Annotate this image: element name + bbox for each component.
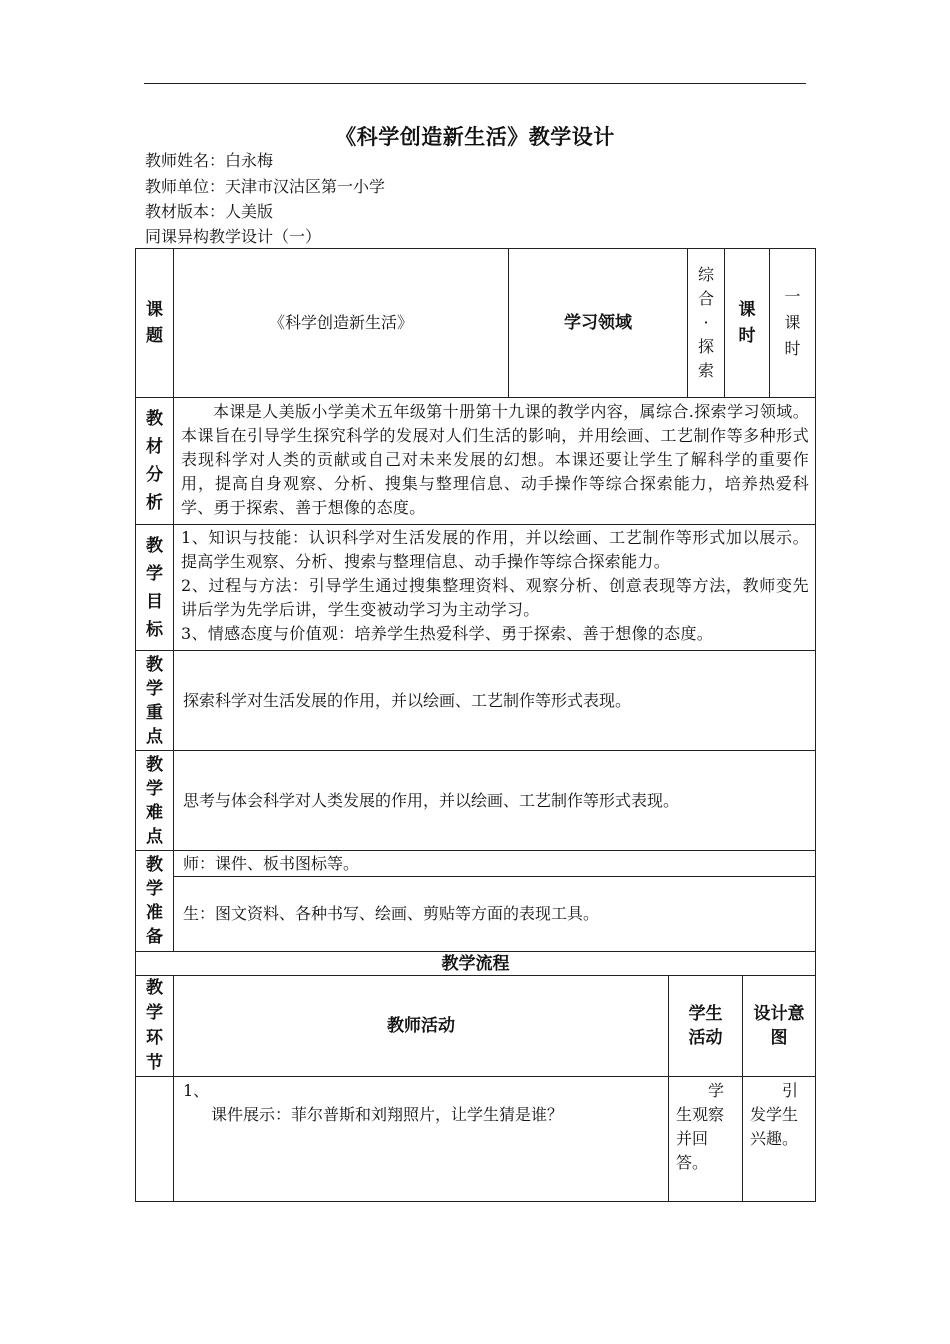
row1-student-activity: 学生观察并回答。 (676, 1081, 725, 1172)
goal-3: 3、情感态度与价值观：培养学生热爱科学、勇于探索、善于想像的态度。 (181, 624, 714, 643)
goal-1: 1、知识与技能：认识科学对生活发展的作用，并以绘画、工艺制作等形式加以展示。提高学生观察、分析、搜索与整理信息、动手操作等综合探索能力。 (181, 528, 809, 571)
prep-teacher: 师：课件、板书图标等。 (183, 853, 360, 873)
key-label: 教学重点 (146, 654, 163, 747)
prep-student: 生：图文资料、各种书写、绘画、剪贴等方面的表现工具。 (183, 904, 600, 923)
document-title: 《科学创造新生活》教学设计 (335, 124, 615, 149)
goal-2: 2、过程与方法：引导学生通过搜集整理资料、观察分析、创意表现等方法，教师变先讲后学为先学后讲，学生变被动学习为主动学习。 (181, 576, 809, 619)
teacher-unit: 教师单位：天津市汉沽区第一小学 (145, 177, 386, 196)
design-series: 同课异构教学设计（一） (145, 227, 322, 246)
header-rule (144, 83, 806, 84)
col-stage: 教学环节 (146, 978, 163, 1073)
flow-title: 教学流程 (441, 953, 510, 974)
analysis-text: 本课是人美版小学美术五年级第十册第十九课的教学内容，属综合.探索学习领域。本课旨在引导学生探究科学的发展对人们生活的影响，并用绘画、工艺制作等多种形式表现科学对人类的贡献或自己对未来发展的幻想。本课还要让学生了解科学的重要作用，提高自身观察、分析、搜集与整理信息、动手操作等综合探索能力，培养热爱科学、勇于探索、善于想像的态度。 (181, 402, 809, 517)
analysis-label: 教材分析 (146, 409, 163, 513)
key-text: 探索科学对生活发展的作用，并以绘画、工艺制作等形式表现。 (183, 690, 632, 710)
domain-value: 综合·探索 (697, 265, 714, 380)
goals-text (181, 526, 809, 650)
col-intent: 设计意图 (753, 1004, 805, 1048)
domain-label: 学习领域 (564, 313, 632, 333)
hours-value: 一课时 (784, 287, 801, 358)
topic-label: 课题 (146, 300, 163, 346)
row1-number: 1、 (183, 1081, 210, 1100)
row1-teacher-activity (183, 1079, 663, 1199)
col-teacher: 教师活动 (387, 1016, 455, 1036)
prep-label: 教学准备 (146, 855, 163, 947)
topic-value: 《科学创造新生活》 (268, 313, 413, 332)
row1-design-intent: 引发学生兴趣。 (750, 1081, 799, 1148)
col-student: 学生活动 (688, 1004, 723, 1048)
difficulty-text: 思考与体会科学对人类发展的作用，并以绘画、工艺制作等形式表现。 (183, 790, 680, 810)
goals-label: 教学目标 (146, 535, 163, 640)
row1-teacher-text: 课件展示：菲尔普斯和刘翔照片，让学生猜是谁？ (211, 1105, 564, 1124)
teacher-name: 教师姓名：白永梅 (145, 151, 274, 170)
textbook-edition: 教材版本：人美版 (145, 202, 274, 221)
hours-label: 课时 (738, 300, 756, 346)
difficulty-label: 教学难点 (146, 754, 163, 847)
